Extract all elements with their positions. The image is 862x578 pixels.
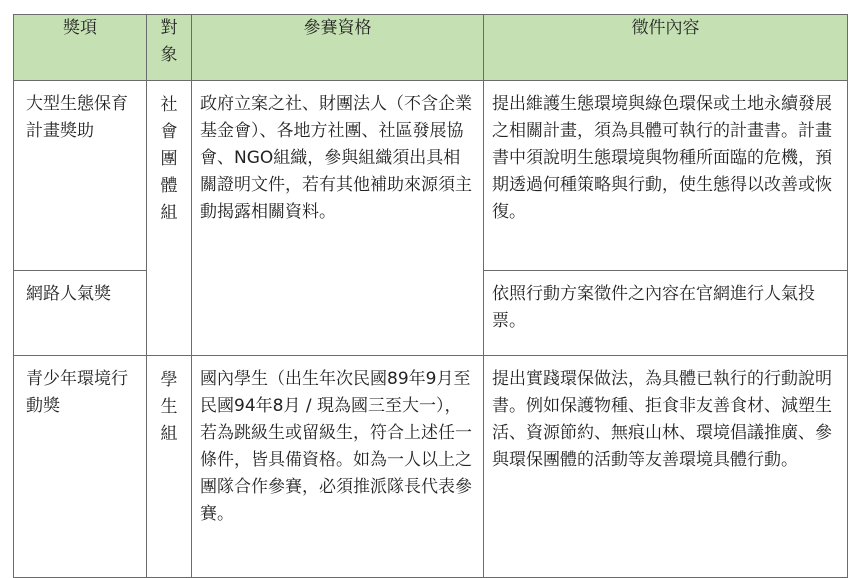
award-name-cell: 大型生態保育計畫獎助 — [14, 81, 147, 271]
table-header-row — [14, 15, 848, 81]
content-cell: 提出維護生態環境與綠色環保或土地永續發展之相關計畫，須為具體可執行的計畫書。計畫書中須說明生態環境與物種所面臨的危機，預期透過何種策略與行動，使生態得以改善或恢復。 — [484, 81, 848, 271]
target-cell: 學生組 — [147, 356, 192, 578]
table-row — [14, 81, 848, 271]
content-cell: 依照行動方案徵件之內容在官網進行人氣投票。 — [484, 271, 848, 356]
header-award: 獎項 — [14, 15, 147, 81]
award-table — [13, 14, 848, 578]
award-table-container — [13, 14, 848, 578]
table-row — [14, 356, 848, 578]
award-name-cell: 青少年環境行動獎 — [14, 356, 147, 578]
header-target: 對象 — [147, 15, 192, 81]
header-qualification: 參賽資格 — [192, 15, 484, 81]
qualification-cell: 國內學生（出生年次民國89年9月至民國94年8月 / 現為國三至大一），若為跳級生或留級生，符合上述任一條件，皆具備資格。如為一人以上之團隊合作參賽，必須推派隊長代表參賽。 — [192, 356, 484, 578]
target-cell: 社會團體組 — [147, 81, 192, 356]
header-content: 徵件內容 — [484, 15, 848, 81]
qualification-cell: 政府立案之社、財團法人（不含企業基金會）、各地方社團、社區發展協會、NGO組織，參與組織須出具相關證明文件，若有其他補助來源須主動揭露相關資料。 — [192, 81, 484, 356]
content-cell: 提出實踐環保做法，為具體已執行的行動說明書。例如保護物種、拒食非友善食材、減塑生活、資源節約、無痕山林、環境倡議推廣、參與環保團體的活動等友善環境具體行動。 — [484, 356, 848, 578]
award-name-cell: 網路人氣獎 — [14, 271, 147, 356]
